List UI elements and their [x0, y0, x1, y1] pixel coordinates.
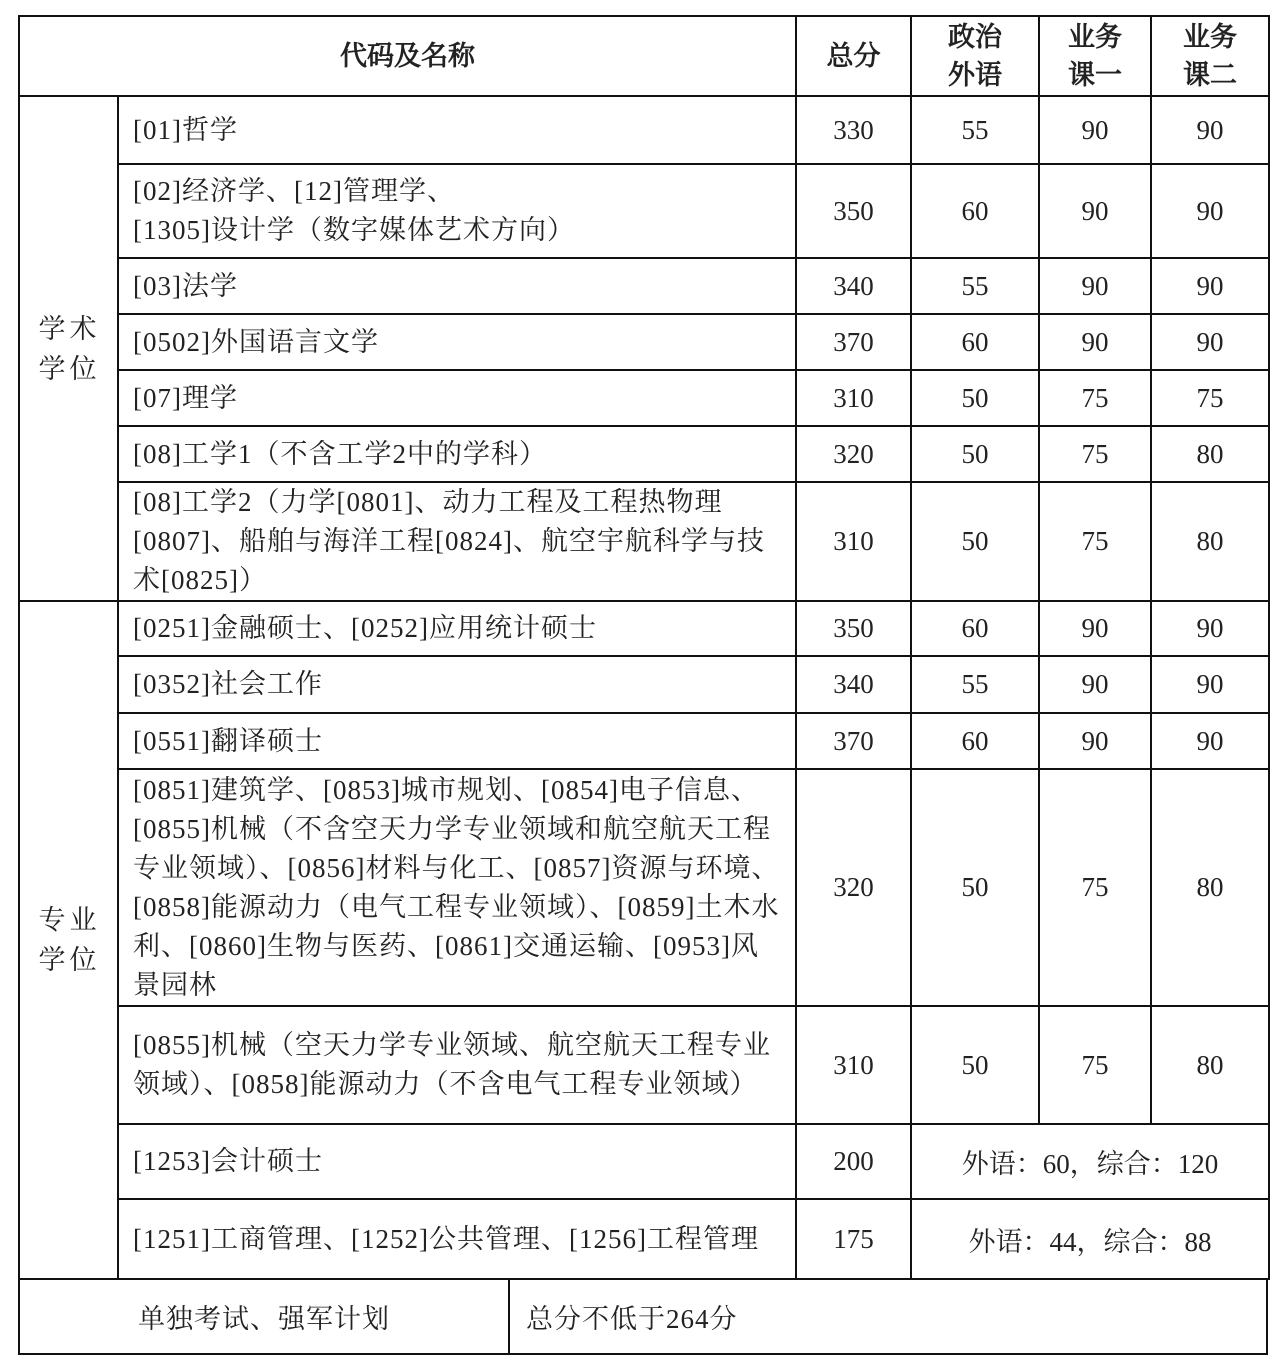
score-s1: 60	[911, 164, 1039, 258]
score-total: 310	[796, 1006, 911, 1124]
score-s1: 50	[911, 1006, 1039, 1124]
score-s1: 60	[911, 601, 1039, 656]
score-s3: 90	[1151, 713, 1269, 769]
category-label: 学术 学位	[19, 96, 118, 601]
program-name: [08]工学2（力学[0801]、动力工程及工程热物理[0807]、船舶与海洋工程[0824]、航空宇航科学与技术[0825]）	[118, 482, 796, 601]
score-s2: 90	[1039, 713, 1151, 769]
score-s2: 90	[1039, 314, 1151, 370]
score-s3: 80	[1151, 769, 1269, 1006]
score-s3: 90	[1151, 656, 1269, 713]
header-course2: 业务 课二	[1151, 16, 1269, 96]
table-row	[19, 1199, 1269, 1279]
score-s2: 75	[1039, 370, 1151, 426]
score-s1: 55	[911, 258, 1039, 314]
score-total: 310	[796, 370, 911, 426]
header-name: 代码及名称	[19, 16, 796, 96]
score-combined: 外语：44，综合：88	[911, 1199, 1269, 1279]
table-row	[19, 1124, 1269, 1199]
table-row	[19, 482, 1269, 601]
score-s2: 90	[1039, 656, 1151, 713]
footer-value: 总分不低于264分	[526, 1304, 738, 1334]
score-s2: 90	[1039, 96, 1151, 164]
program-name: [0855]机械（空天力学专业领域、航空航天工程专业领域）、[0858]能源动力（不含电气工程专业领域）	[118, 1006, 796, 1124]
footer-row	[18, 1280, 1268, 1355]
score-s1: 50	[911, 482, 1039, 601]
header-row	[19, 16, 1269, 96]
score-s2: 90	[1039, 258, 1151, 314]
table-row	[19, 601, 1269, 656]
program-name: [1251]工商管理、[1252]公共管理、[1256]工程管理	[118, 1199, 796, 1279]
header-course1: 业务 课一	[1039, 16, 1151, 96]
table-row	[19, 314, 1269, 370]
score-total: 310	[796, 482, 911, 601]
score-s3: 90	[1151, 258, 1269, 314]
score-s3: 90	[1151, 164, 1269, 258]
table-row	[19, 96, 1269, 164]
score-s3: 90	[1151, 314, 1269, 370]
table-row	[19, 713, 1269, 769]
program-name: [0251]金融硕士、[0252]应用统计硕士	[118, 601, 796, 656]
score-s2: 75	[1039, 426, 1151, 482]
score-total: 200	[796, 1124, 911, 1199]
score-s1: 60	[911, 314, 1039, 370]
header-total: 总分	[796, 16, 911, 96]
table-row	[19, 258, 1269, 314]
table-row	[19, 769, 1269, 1006]
program-name: [07]理学	[118, 370, 796, 426]
program-name: [01]哲学	[118, 96, 796, 164]
score-s2: 90	[1039, 601, 1151, 656]
program-name: [02]经济学、[12]管理学、 [1305]设计学（数字媒体艺术方向）	[118, 164, 796, 258]
score-table	[18, 15, 1268, 1355]
score-s1: 55	[911, 96, 1039, 164]
score-total: 350	[796, 601, 911, 656]
score-s3: 80	[1151, 482, 1269, 601]
table-row	[19, 426, 1269, 482]
score-s3: 80	[1151, 1006, 1269, 1124]
footer-label: 单独考试、强军计划	[20, 1280, 510, 1353]
program-name: [0352]社会工作	[118, 656, 796, 713]
category-label: 专业 学位	[19, 601, 118, 1279]
program-name: [0502]外国语言文学	[118, 314, 796, 370]
table-row	[19, 164, 1269, 258]
table-row	[19, 370, 1269, 426]
score-s3: 90	[1151, 96, 1269, 164]
header-politics: 政治 外语	[911, 16, 1039, 96]
score-total: 320	[796, 769, 911, 1006]
score-s2: 75	[1039, 1006, 1151, 1124]
program-name: [0551]翻译硕士	[118, 713, 796, 769]
score-s2: 75	[1039, 482, 1151, 601]
score-s2: 90	[1039, 164, 1151, 258]
score-s3: 80	[1151, 426, 1269, 482]
program-name: [0851]建筑学、[0853]城市规划、[0854]电子信息、[0855]机械（不含空天力学专业领域和航空航天工程专业领域）、[0856]材料与化工、[0857]资源与环境、[0858]能源动力（电气工程专业领域）、[0859]土木水利、[0860]生物与医药、[0861]交通运输、[0953]风景园林	[118, 769, 796, 1006]
score-total: 340	[796, 656, 911, 713]
score-s3: 75	[1151, 370, 1269, 426]
score-total: 370	[796, 713, 911, 769]
program-name: [03]法学	[118, 258, 796, 314]
program-name: [1253]会计硕士	[118, 1124, 796, 1199]
score-total: 320	[796, 426, 911, 482]
program-name: [08]工学1（不含工学2中的学科）	[118, 426, 796, 482]
score-total: 340	[796, 258, 911, 314]
score-combined: 外语：60，综合：120	[911, 1124, 1269, 1199]
score-s1: 50	[911, 426, 1039, 482]
score-s1: 55	[911, 656, 1039, 713]
table-row	[19, 1006, 1269, 1124]
score-s2: 75	[1039, 769, 1151, 1006]
score-total: 330	[796, 96, 911, 164]
score-s1: 60	[911, 713, 1039, 769]
score-total: 370	[796, 314, 911, 370]
score-s1: 50	[911, 769, 1039, 1006]
score-total: 350	[796, 164, 911, 258]
table-row	[19, 656, 1269, 713]
score-total: 175	[796, 1199, 911, 1279]
score-s3: 90	[1151, 601, 1269, 656]
score-s1: 50	[911, 370, 1039, 426]
